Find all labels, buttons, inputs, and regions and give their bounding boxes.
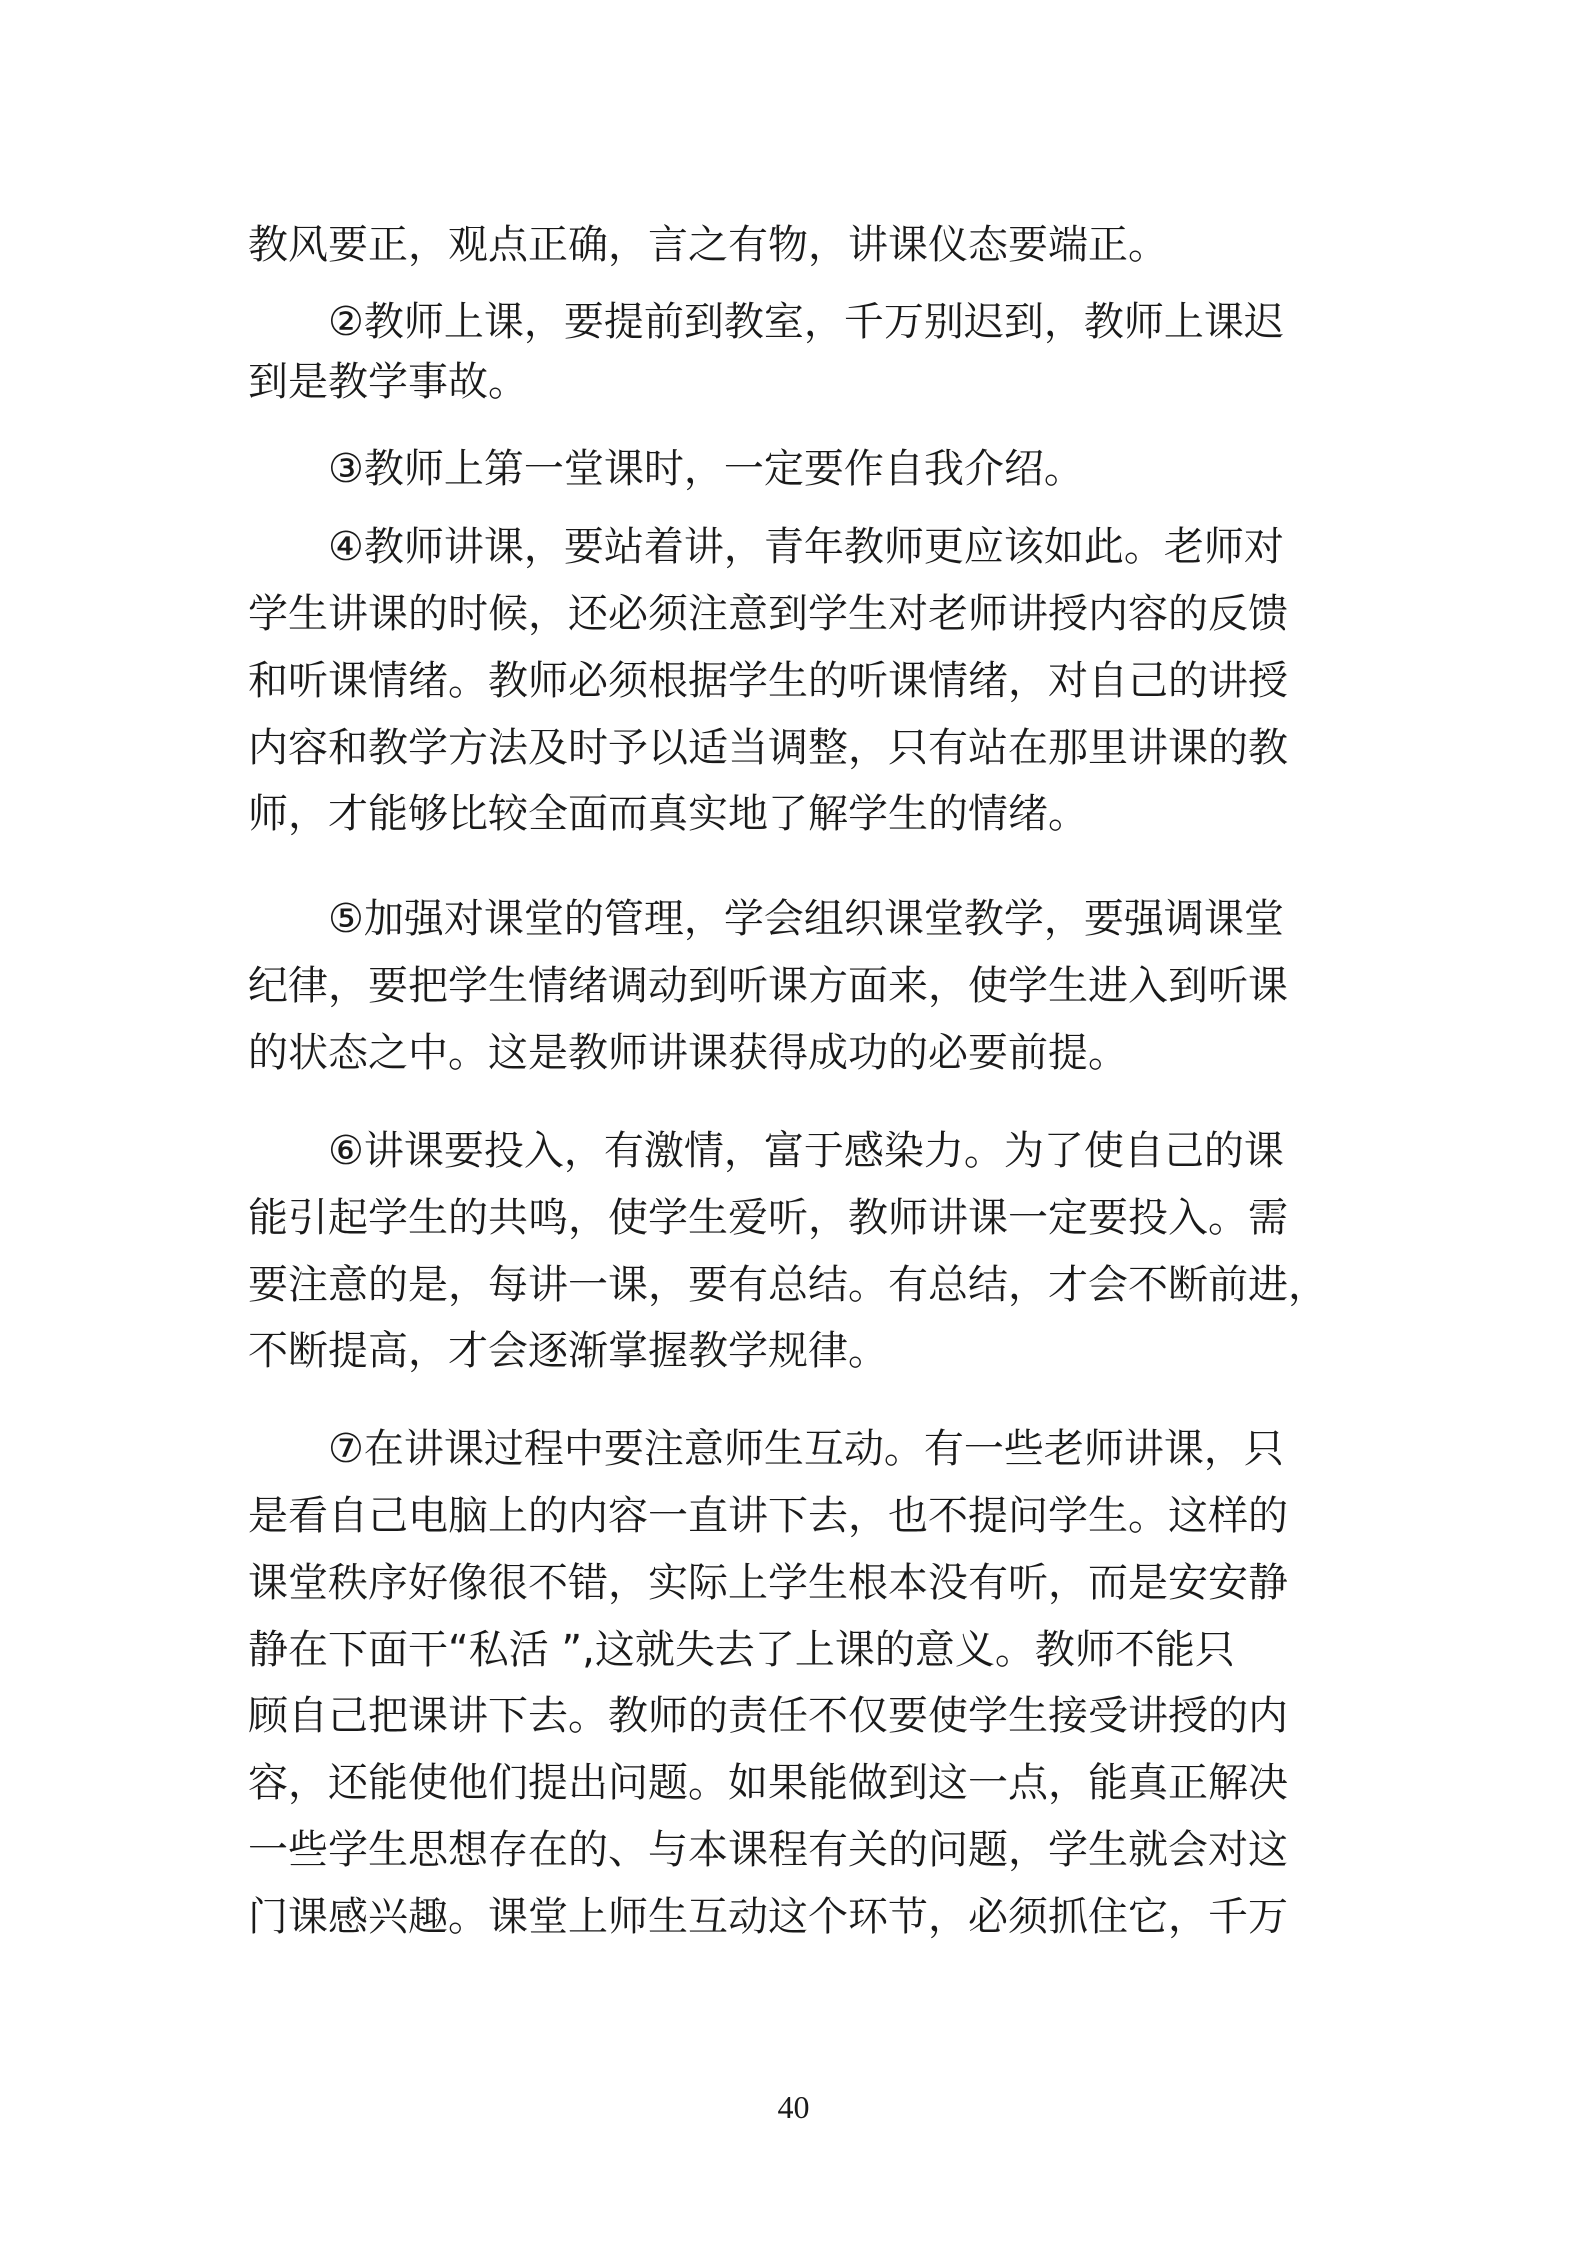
text-line: 容，还能使他们提出问题。如果能做到这一点，能真正解决: [248, 1760, 1288, 1806]
text-line: 要注意的是，每讲一课，要有总结。有总结，才会不断前进，: [248, 1262, 1328, 1308]
text-line: ④教师讲课，要站着讲，青年教师更应该如此。老师对: [328, 524, 1284, 570]
text-line: 课堂秩序好像很不错，实际上学生根本没有听，而是安安静: [248, 1560, 1288, 1606]
text-line: 顾自己把课讲下去。教师的责任不仅要使学生接受讲授的内: [248, 1693, 1288, 1739]
text-line: 教风要正，观点正确，言之有物，讲课仪态要端正。: [248, 222, 1168, 268]
text-line: 不断提高，才会逐渐掌握教学规律。: [248, 1328, 888, 1374]
text-line: 静在下面干“私活 ”,这就失去了上课的意义。教师不能只: [248, 1627, 1235, 1673]
text-line: 和听课情绪。教师必须根据学生的听课情绪，对自己的讲授: [248, 658, 1288, 704]
text-line: 门课感兴趣。课堂上师生互动这个环节，必须抓住它，千万: [248, 1894, 1288, 1940]
text-line: ⑦在讲课过程中要注意师生互动。有一些老师讲课，只: [328, 1426, 1284, 1472]
page-number: 40: [777, 2089, 810, 2125]
text-line: 学生讲课的时候，还必须注意到学生对老师讲授内容的反馈: [248, 591, 1288, 637]
text-line: 能引起学生的共鸣，使学生爱听，教师讲课一定要投入。需: [248, 1195, 1288, 1241]
text-line: 到是教学事故。: [248, 359, 528, 405]
text-line: 一些学生思想存在的、与本课程有关的问题，学生就会对这: [248, 1827, 1288, 1873]
text-line: 师，才能够比较全面而真实地了解学生的情绪。: [248, 791, 1088, 837]
text-line: ③教师上第一堂课时，一定要作自我介绍。: [328, 446, 1084, 492]
text-line: 纪律，要把学生情绪调动到听课方面来，使学生进入到听课: [248, 963, 1288, 1009]
text-line: ②教师上课，要提前到教室，千万别迟到，教师上课迟: [328, 299, 1284, 345]
text-line: 的状态之中。这是教师讲课获得成功的必要前提。: [248, 1030, 1128, 1076]
text-line: ⑤加强对课堂的管理，学会组织课堂教学，要强调课堂: [328, 896, 1284, 942]
text-line: ⑥讲课要投入，有激情，富于感染力。为了使自己的课: [328, 1128, 1284, 1174]
text-line: 是看自己电脑上的内容一直讲下去，也不提问学生。这样的: [248, 1493, 1288, 1539]
text-line: 内容和教学方法及时予以适当调整，只有站在那里讲课的教: [248, 725, 1288, 771]
